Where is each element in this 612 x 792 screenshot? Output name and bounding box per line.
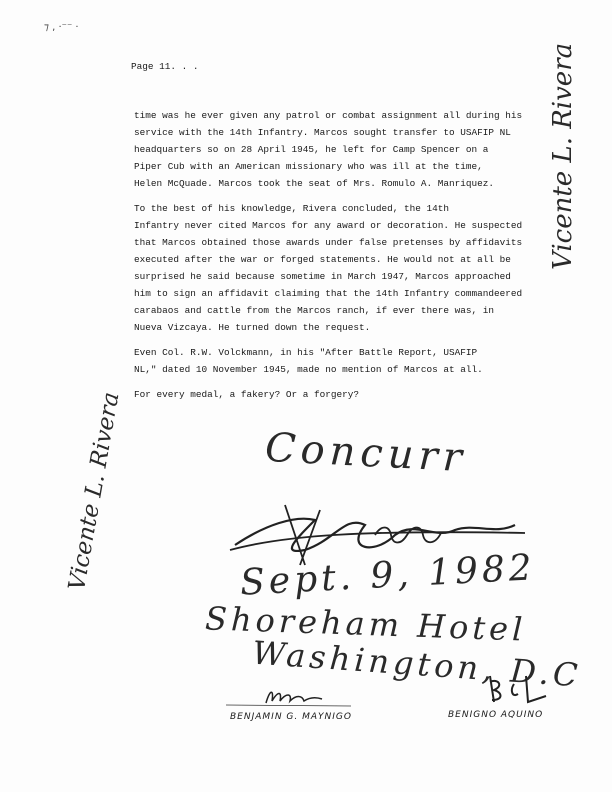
paragraph-2-line-4: executed after the war or forged statements. He would not at all be [134, 254, 511, 265]
paragraph-4: For every medal, a fakery? Or a forgery? [134, 389, 360, 400]
paragraph-2-line-3: that Marcos obtained those awards under false pretenses by affidavits [134, 237, 523, 248]
side-signature-right: Vicente L. Rivera [548, 42, 578, 270]
paragraph-3-line-1: Even Col. R.W. Volckmann, in his "After Battle Report, USAFIP [134, 347, 478, 358]
handwritten-city: Washington, D.C [251, 633, 583, 695]
signatory-left-name: BENJAMIN G. MAYNIGO [230, 712, 352, 722]
side-signature-left: Vicente L. Rivera [64, 390, 125, 593]
page-header: Page 11. . . [131, 61, 199, 72]
aquino-signature-scrawl [480, 672, 550, 708]
handwritten-date: Sept. 9, 1982 [239, 547, 537, 604]
corner-pencil-mark: ⁊ , ·⁻⁻ · [44, 22, 79, 33]
paragraph-2-line-8: Nueva Vizcaya. He turned down the request. [134, 322, 371, 333]
paragraph-2-line-1: To the best of his knowledge, Rivera concluded, the 14th [134, 203, 450, 214]
handwritten-concur: Concurr [263, 424, 468, 482]
signature-underline [226, 702, 356, 708]
paragraph-2-line-7: carabaos and cattle from the Marcos ranch, if ever there was, in [134, 305, 495, 316]
signatory-right-name: BENIGNO AQUINO [448, 710, 544, 720]
paragraph-2-line-2: Infantry never cited Marcos for any award or decoration. He suspected [134, 220, 523, 231]
paragraph-1-line-2: service with the 14th Infantry. Marcos sought transfer to USAFIP NL [134, 127, 511, 138]
paragraph-1-line-5: Helen McQuade. Marcos took the seat of Mrs. Romulo A. Manriquez. [134, 178, 495, 189]
paragraph-1-line-4: Piper Cub with an American missionary who was ill at the time, [134, 161, 483, 172]
paragraph-1-line-3: headquarters so on 28 April 1945, he left for Camp Spencer on a [134, 144, 489, 155]
paragraph-1-line-1: time was he ever given any patrol or combat assignment all during his [134, 110, 523, 121]
paragraph-3-line-2: NL," dated 10 November 1945, made no mention of Marcos at all. [134, 364, 483, 375]
paragraph-2-line-5: surprised he said because sometime in March 1947, Marcos approached [134, 271, 511, 282]
handwritten-place: Shoreham Hotel [204, 599, 528, 649]
paragraph-2-line-6: him to sign an affidavit claiming that the 14th Infantry commandeered [134, 288, 523, 299]
